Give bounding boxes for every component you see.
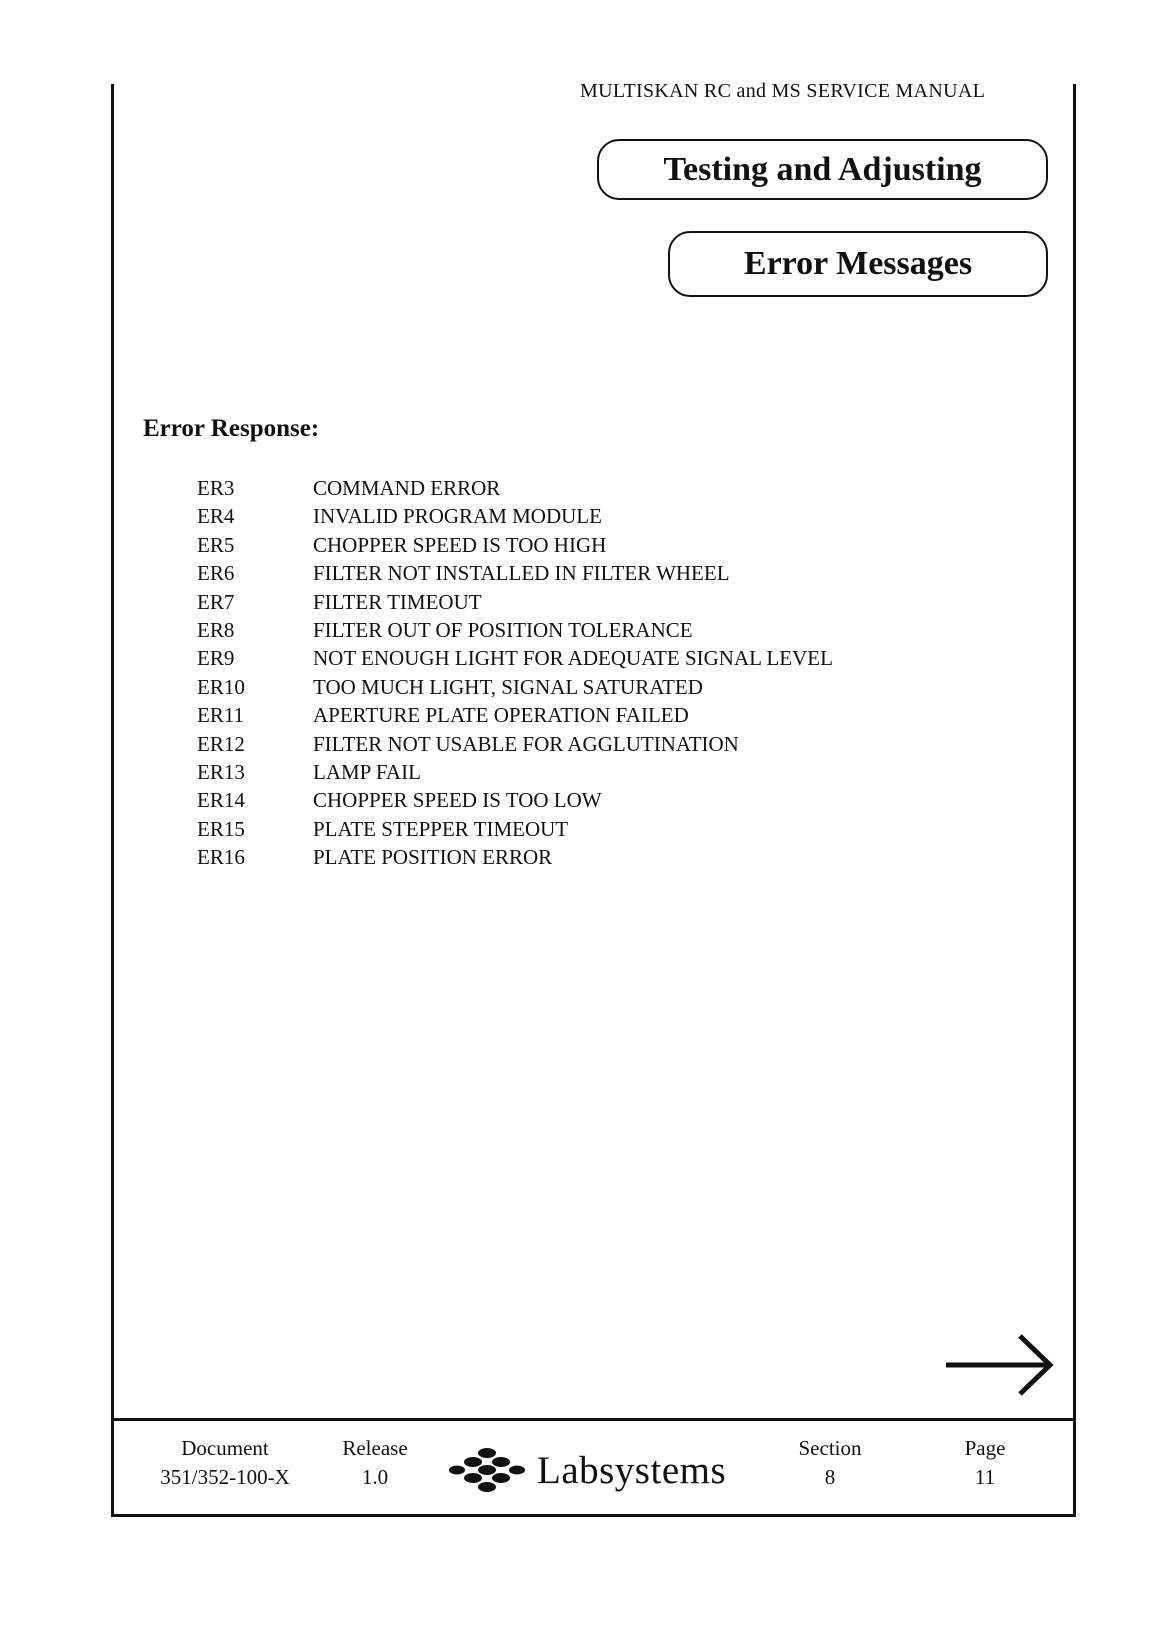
footer-release [330,1434,420,1492]
error-response-heading: Error Response: [143,415,320,442]
page-label: Page [964,1436,1006,1460]
page-number: 11 [974,1465,996,1489]
error-code: ER14 [197,788,245,813]
error-code: ER11 [197,703,245,728]
error-message: CHOPPER SPEED IS TOO LOW [313,788,602,813]
document-label: Document [181,1436,269,1460]
error-message: COMMAND ERROR [313,476,501,500]
document-number: 351/352-100-X [160,1465,290,1489]
error-row [197,673,833,701]
error-code: ER9 [197,646,235,671]
error-message: FILTER NOT INSTALLED IN FILTER WHEEL [313,561,730,586]
error-row [197,474,833,502]
error-code: ER10 [197,674,245,699]
error-code: ER12 [197,731,245,756]
error-list [197,474,833,871]
error-row [197,588,833,616]
error-code: ER16 [197,845,245,870]
error-row [197,701,833,729]
error-row [197,815,833,843]
error-message: CHOPPER SPEED IS TOO HIGH [313,532,607,557]
error-code: ER6 [197,561,235,586]
error-message: APERTURE PLATE OPERATION FAILED [313,703,689,728]
error-row [197,786,833,814]
error-row [197,502,833,530]
manual-title: MULTISKAN RC and MS SERVICE MANUAL [580,80,986,102]
error-message: PLATE STEPPER TIMEOUT [313,816,569,841]
labsystems-logo [445,1440,726,1500]
error-message: NOT ENOUGH LIGHT FOR ADEQUATE SIGNAL LEVEL [313,646,833,671]
footer-section [780,1434,880,1492]
error-message: FILTER TIMEOUT [313,589,482,614]
error-message: PLATE POSITION ERROR [313,845,553,870]
release-label: Release [342,1436,408,1460]
error-code: ER3 [197,476,235,500]
error-code: ER13 [197,759,245,784]
error-row [197,758,833,786]
error-message: FILTER OUT OF POSITION TOLERANCE [313,617,693,642]
page-frame-left [111,84,114,1517]
error-message: INVALID PROGRAM MODULE [313,504,602,529]
error-row [197,531,833,559]
error-row [197,644,833,672]
error-code: ER5 [197,532,235,557]
page-frame-right [1073,84,1076,1517]
footer-divider-top [111,1418,1076,1421]
error-row [197,559,833,587]
right-arrow-icon [940,1330,1056,1400]
error-code: ER4 [197,504,235,529]
section-pill: Testing and Adjusting [597,139,1048,200]
error-message: LAMP FAIL [313,759,421,784]
section-label: Section [798,1436,862,1460]
footer-page [940,1434,1030,1492]
release-number: 1.0 [361,1465,389,1489]
error-message: FILTER NOT USABLE FOR AGGLUTINATION [313,731,739,756]
error-code: ER8 [197,617,235,642]
section-number: 8 [824,1465,836,1489]
footer-divider-bottom [111,1514,1076,1517]
footer-document [145,1434,305,1492]
error-row [197,616,833,644]
error-code: ER7 [197,589,235,614]
error-code: ER15 [197,816,245,841]
error-row [197,730,833,758]
labsystems-logo-icon [445,1445,529,1495]
error-row [197,843,833,871]
error-message: TOO MUCH LIGHT, SIGNAL SATURATED [313,674,703,699]
subsection-pill: Error Messages [668,231,1048,297]
logo-text: Labsystems [537,1448,727,1492]
